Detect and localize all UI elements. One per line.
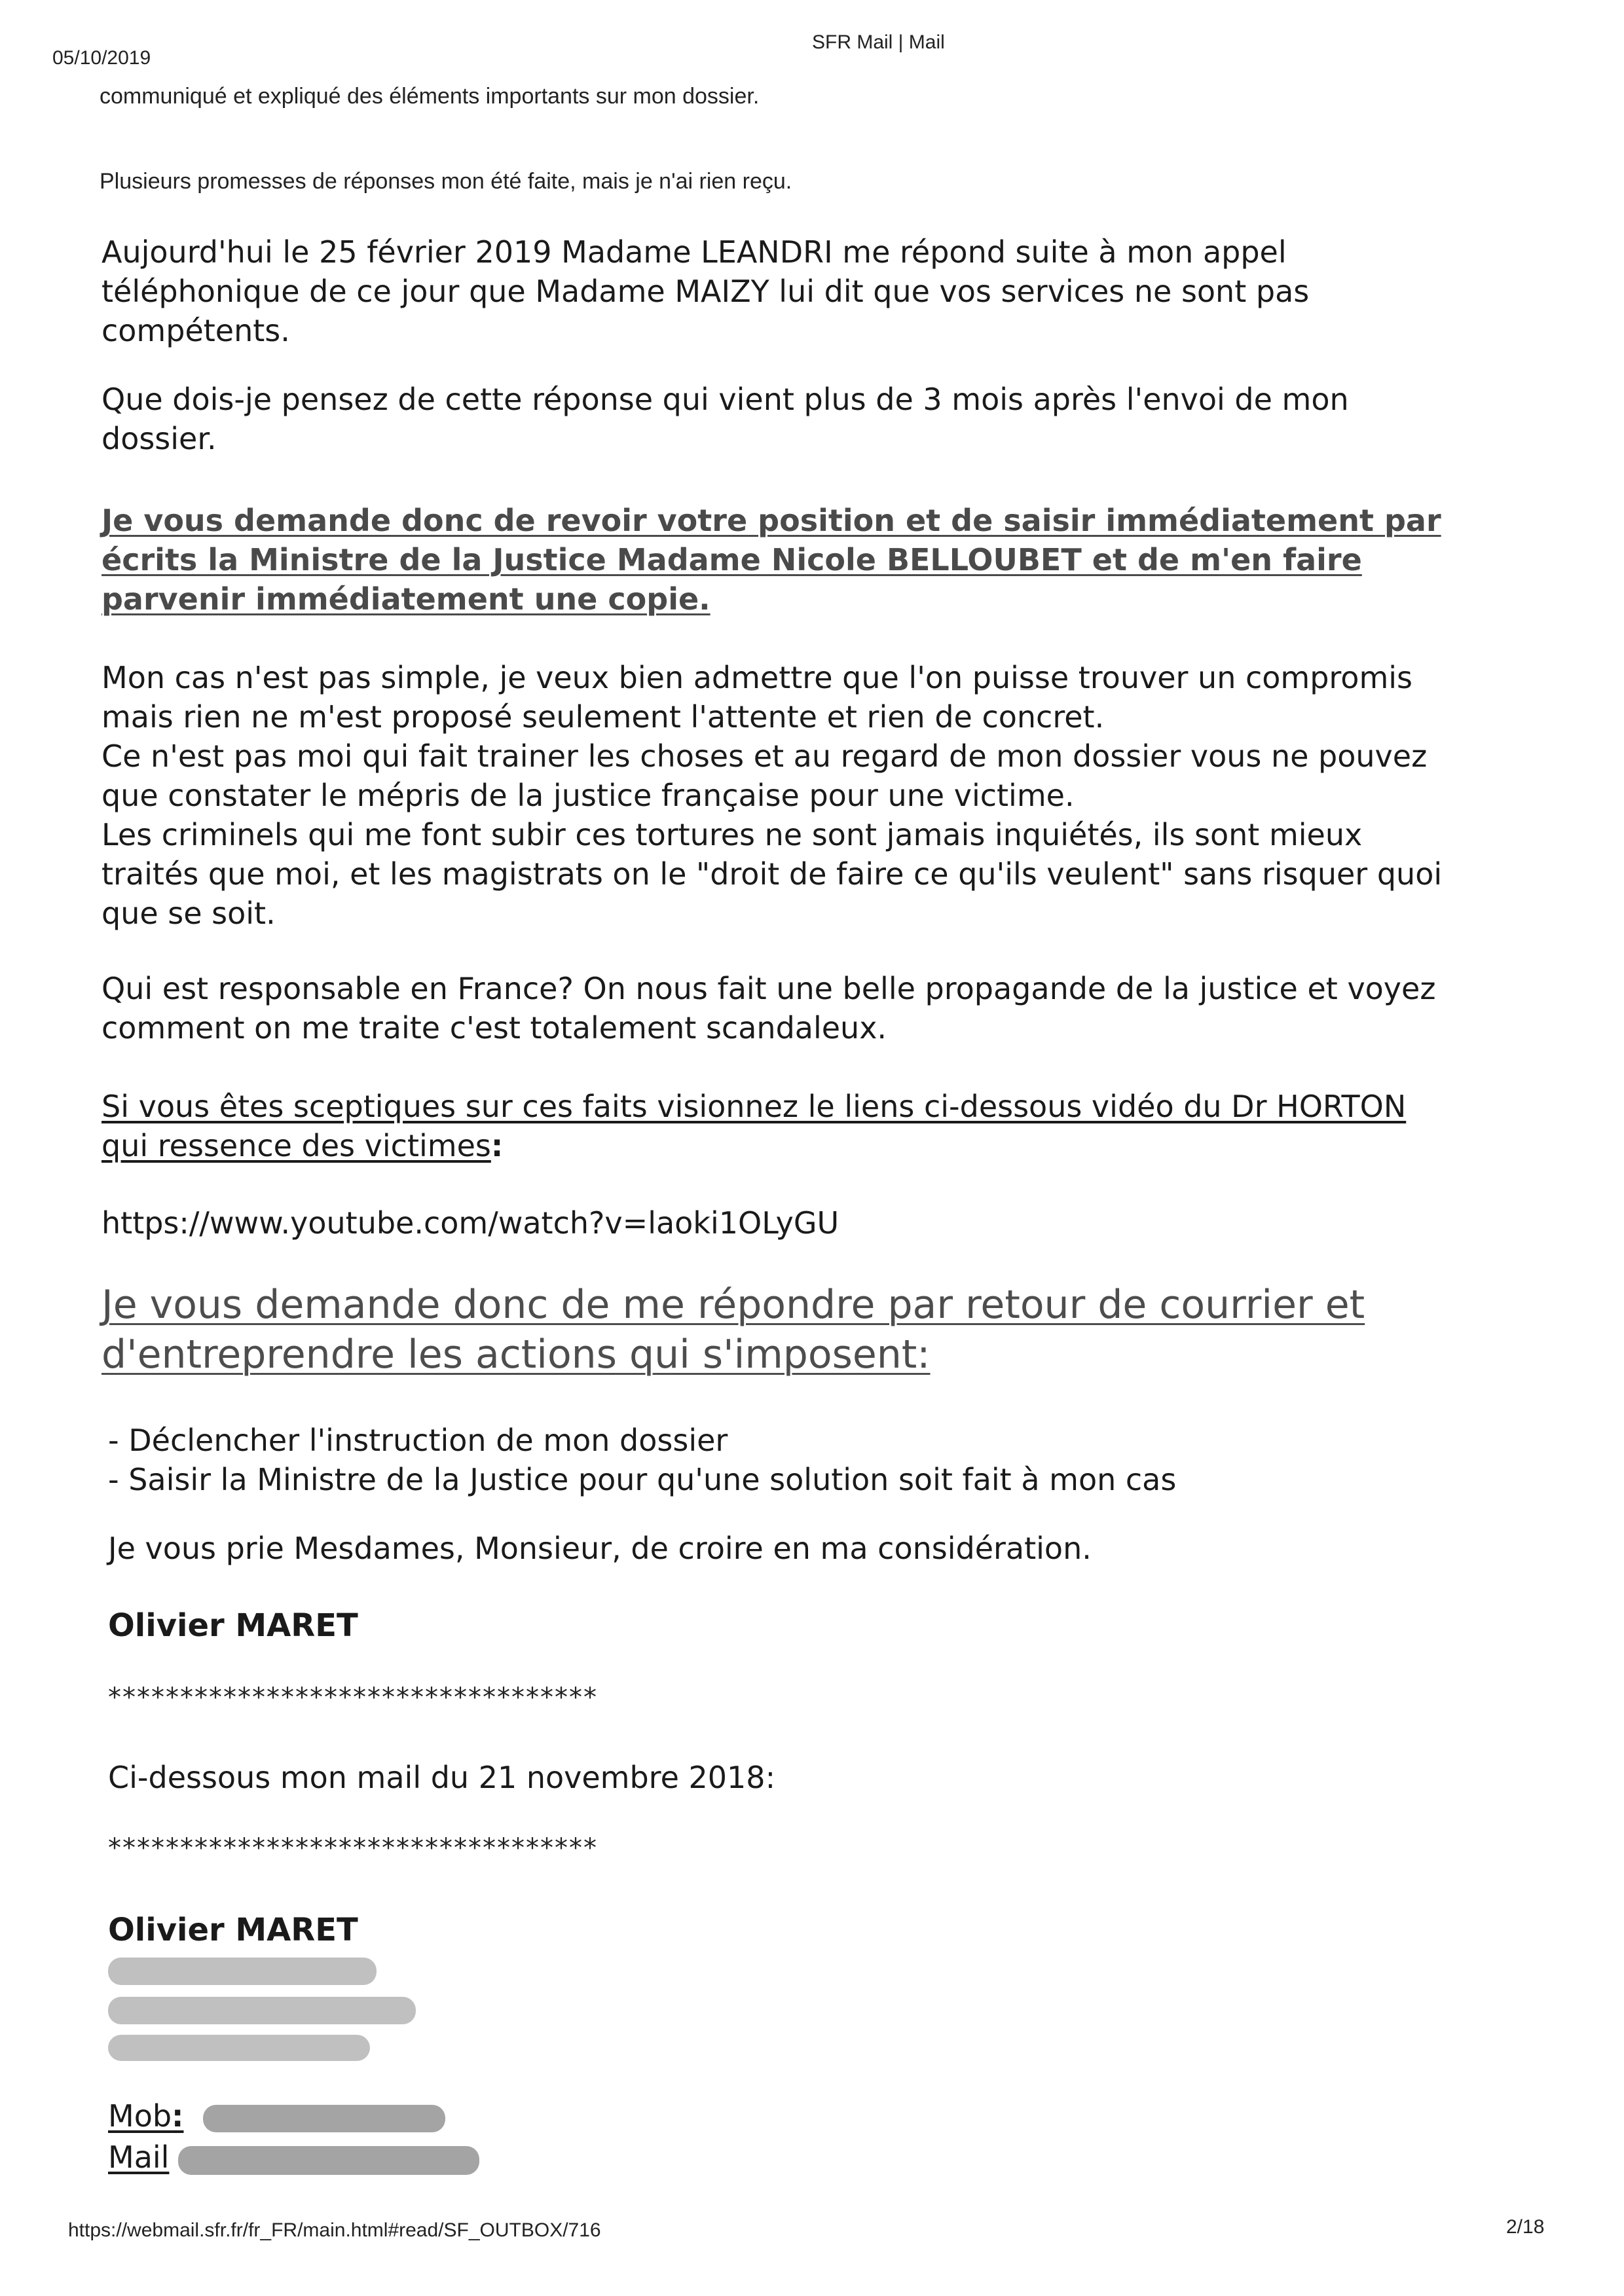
paragraph-line: que se soit. — [101, 896, 276, 931]
demand-1 — [101, 501, 1441, 619]
redaction-block — [108, 2035, 370, 2061]
redaction-block — [178, 2146, 479, 2175]
paragraph-line: dossier. — [101, 421, 217, 456]
print-date: 05/10/2019 — [52, 47, 151, 69]
demand-line: écrits la Ministre de la Justice Madame Nicole BELLOUBET et de m'en faire — [101, 542, 1362, 577]
action-item: - Déclencher l'instruction de mon dossier — [108, 1423, 728, 1458]
footer-url: https://webmail.sfr.fr/fr_FR/main.html#read/SF_OUTBOX/716 — [68, 2219, 601, 2241]
body-line-1: communiqué et expliqué des éléments importants sur mon dossier. — [100, 84, 760, 109]
redaction-block — [108, 1997, 416, 2024]
paragraph-line: traités que moi, et les magistrats on le "droit de faire ce qu'ils veulent" sans risquer quoi — [101, 856, 1443, 892]
separator-stars: ********************************** — [108, 1833, 598, 1863]
paragraph-line: Qui est responsable en France? On nous fait une belle propagande de la justice et voyez — [101, 971, 1436, 1006]
video-intro-line: Si vous êtes sceptiques sur ces faits visionnez le liens ci-dessous vidéo du Dr HORTON — [101, 1089, 1407, 1124]
paragraph-line: téléphonique de ce jour que Madame MAIZY lui dit que vos services ne sont pas — [101, 274, 1310, 309]
redaction-block — [108, 1958, 377, 1985]
mail-label: Mail — [108, 2140, 170, 2175]
paragraph-2 — [101, 380, 1411, 458]
paragraph-line: comment on me traite c'est totalement scandaleux. — [101, 1010, 887, 1046]
page-number: 2/18 — [1506, 2216, 1545, 2238]
paragraph-4 — [101, 969, 1436, 1048]
signature-2: Olivier MARET — [108, 1912, 358, 1948]
previous-mail-intro — [108, 1758, 1418, 1797]
paragraph-line: Que dois-je pensez de cette réponse qui vient plus de 3 mois après l'envoi de mon — [101, 382, 1349, 417]
video-link[interactable] — [101, 1203, 1411, 1243]
mobile-label: Mob: — [108, 2098, 184, 2134]
demand-line: Je vous demande donc de revoir votre position et de saisir immédiatement par — [101, 503, 1441, 538]
body-line-2: Plusieurs promesses de réponses mon été faite, mais je n'ai rien reçu. — [100, 169, 792, 194]
paragraph-3 — [101, 658, 1443, 933]
paragraph-line: Aujourd'hui le 25 février 2019 Madame LEANDRI me répond suite à mon appel — [101, 234, 1287, 270]
paragraph-line: compétents. — [101, 313, 290, 348]
actions-list — [108, 1421, 1418, 1499]
redaction-block — [203, 2105, 445, 2132]
closing-line: Je vous prie Mesdames, Monsieur, de croire en ma considération. — [108, 1531, 1092, 1566]
action-item: - Saisir la Ministre de la Justice pour qu'une solution soit fait à mon cas — [108, 1462, 1177, 1497]
closing — [108, 1529, 1418, 1568]
paragraph-line: que constater le mépris de la justice française pour une victime. — [101, 778, 1075, 813]
demand-2 — [101, 1280, 1411, 1379]
paragraph-line: Mon cas n'est pas simple, je veux bien admettre que l'on puisse trouver un compromis — [101, 660, 1413, 695]
demand-line: Je vous demande donc de me répondre par retour de courrier et — [101, 1282, 1365, 1328]
separator-stars: ********************************** — [108, 1683, 598, 1713]
paragraph-line: Les criminels qui me font subir ces tortures ne sont jamais inquiétés, ils sont mieux — [101, 817, 1363, 852]
print-title: SFR Mail | Mail — [812, 31, 945, 53]
previous-mail-line: Ci-dessous mon mail du 21 novembre 2018: — [108, 1760, 776, 1795]
paragraph-line: mais rien ne m'est proposé seulement l'attente et rien de concret. — [101, 699, 1105, 735]
video-intro-line: qui ressence des victimes — [101, 1128, 491, 1163]
video-intro — [101, 1087, 1411, 1165]
video-url[interactable]: https://www.youtube.com/watch?v=laoki1OLyGU — [101, 1205, 840, 1241]
signature: Olivier MARET — [108, 1607, 358, 1644]
paragraph-1 — [101, 232, 1411, 350]
video-intro-colon: : — [490, 1128, 504, 1163]
demand-line: d'entreprendre les actions qui s'imposent: — [101, 1332, 931, 1377]
paragraph-line: Ce n'est pas moi qui fait trainer les choses et au regard de mon dossier vous ne pouvez — [101, 738, 1428, 774]
demand-line: parvenir immédiatement une copie. — [101, 581, 710, 617]
